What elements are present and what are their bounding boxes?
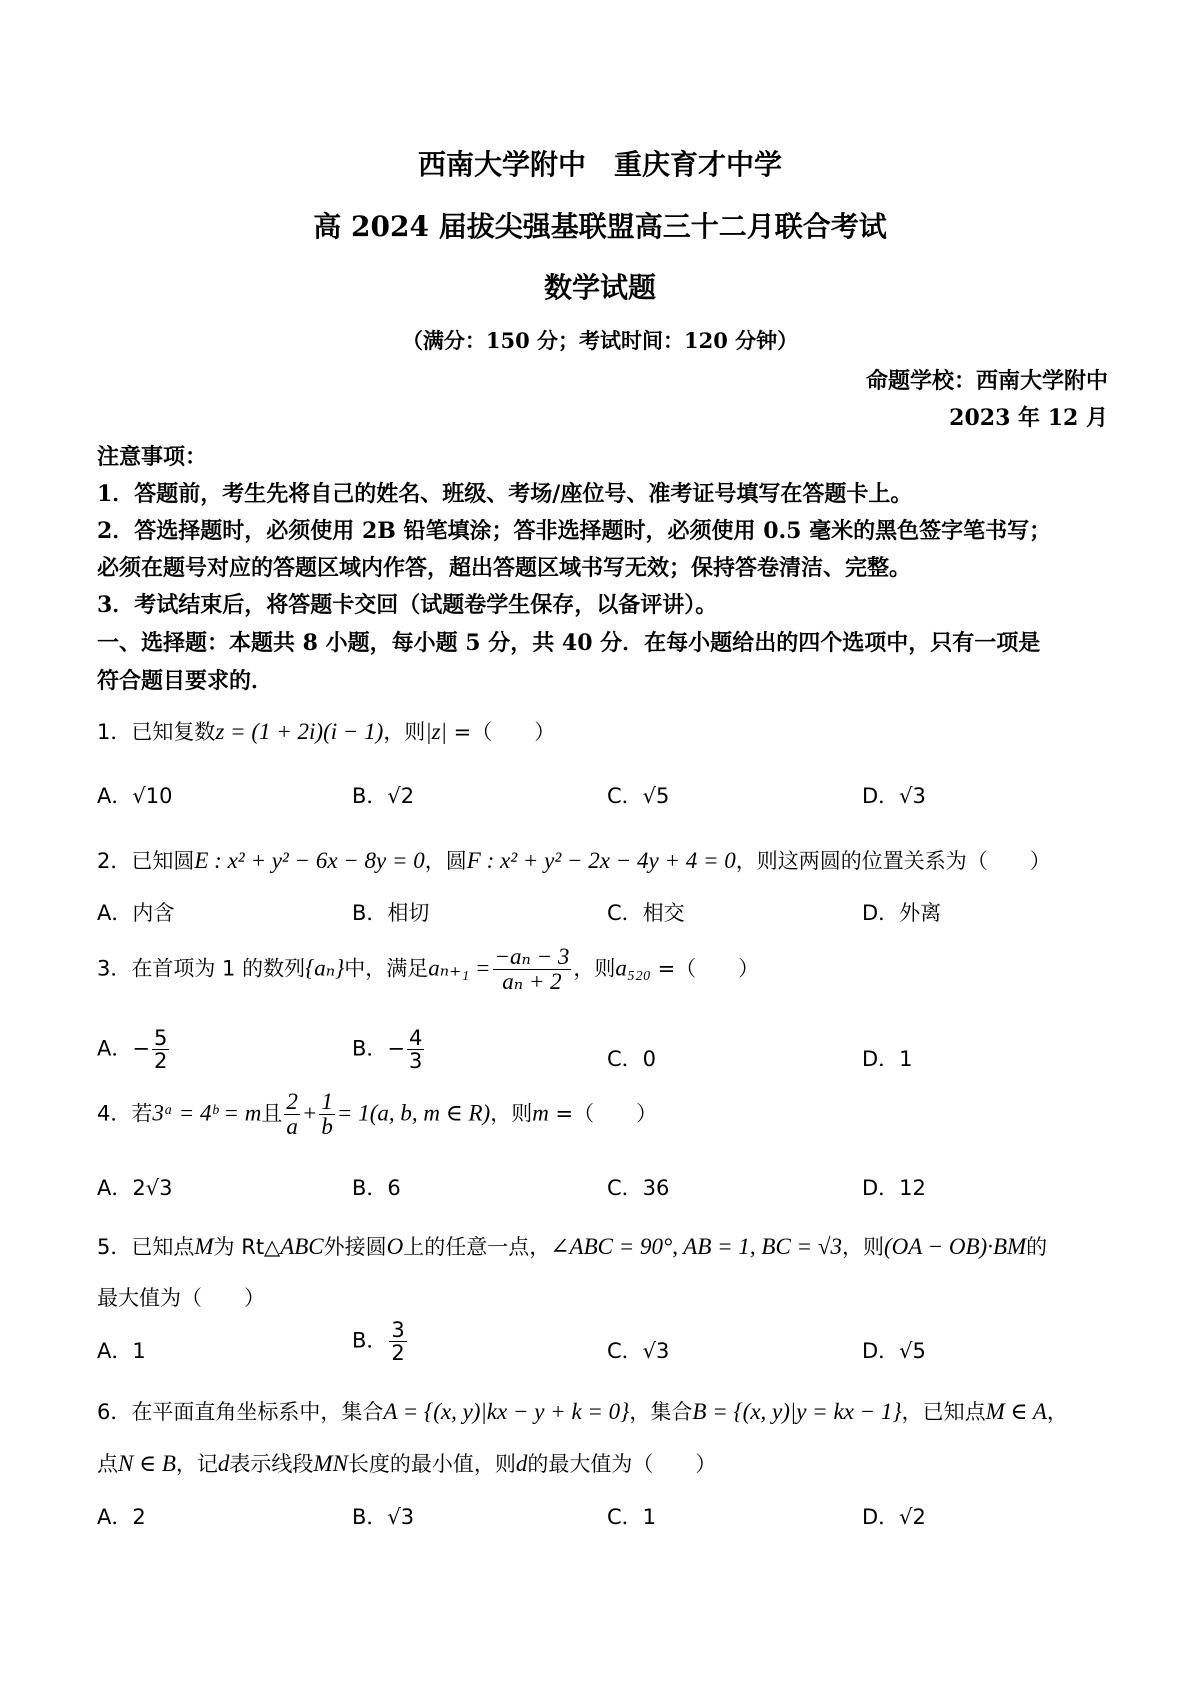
question-6-option-c[interactable]: C．1	[607, 1505, 657, 1529]
question-1-option-a[interactable]: A．√10	[97, 784, 173, 808]
notes-title: 注意事项：	[97, 444, 208, 470]
question-5-option-a[interactable]: A．1	[97, 1339, 146, 1363]
exam-title: 高 2024 届拔尖强基联盟高三十二月联合考试	[313, 210, 887, 243]
school-names: 西南大学附中 重庆育才中学	[417, 148, 782, 181]
question-3-option-b[interactable]: B．− $\frac{4}{3}$	[352, 1026, 423, 1074]
question-1-option-b[interactable]: B．√2	[352, 784, 415, 808]
score-and-time: （满分：150 分；考试时间：120 分钟）	[401, 328, 799, 353]
question-3-option-c[interactable]: C．0	[607, 1047, 657, 1071]
subject-title: 数学试题	[543, 271, 656, 304]
question-2-stem: 2．已知圆E : x² + y² − 6x − 8y = 0，圆F : x² + y² − 2x − 4y + 4 = 0，则这两圆的位置关系为（ ）	[97, 848, 1051, 873]
note-item: 2．答选择题时，必须使用 2B 铅笔填涂；答非选择题时，必须使用 0.5 毫米的黑色签字笔书写；	[97, 518, 1052, 544]
note-item: 3．考试结束后，将答题卡交回（试题卷学生保存，以备评讲）。	[97, 592, 718, 618]
question-4-option-b[interactable]: B．6	[352, 1176, 401, 1200]
question-1-option-c[interactable]: C．√5	[607, 784, 670, 808]
question-5-option-d[interactable]: D．√5	[862, 1339, 926, 1363]
question-3-option-a[interactable]: A．− $\frac{5}{2}$	[97, 1026, 168, 1074]
question-4-option-a[interactable]: A．2√3	[97, 1176, 173, 1200]
question-4-option-d[interactable]: D．12	[862, 1176, 926, 1200]
question-5-option-b[interactable]: B． $\frac{3}{2}$	[352, 1318, 405, 1366]
question-6-option-a[interactable]: A．2	[97, 1505, 146, 1529]
question-2-option-d[interactable]: D．外离	[862, 901, 942, 925]
question-4-option-c[interactable]: C．36	[607, 1176, 670, 1200]
question-6-option-d[interactable]: D．√2	[862, 1505, 926, 1529]
question-4-stem: 4．若3ᵃ = 4ᵇ = m且 $\frac{2}{a}$ + $\frac{1}{b}$ = 1(a, b, m ∈ R)，则m =（ ）	[97, 1089, 658, 1140]
section-heading-cont: 符合题目要求的．	[97, 668, 274, 694]
question-1-option-d[interactable]: D．√3	[862, 784, 926, 808]
section-heading: 一、选择题：本题共 8 小题，每小题 5 分，共 40 分．在每小题给出的四个选项中，只有一项是	[97, 630, 1041, 656]
question-3-option-d[interactable]: D．1	[862, 1047, 913, 1071]
setter-school: 命题学校：西南大学附中	[865, 368, 1108, 394]
question-5-stem: 5．已知点M为 Rt△ABC外接圆O上的任意一点，∠ABC = 90°, AB = 1, BC = √3，则(OA − OB)·BM的	[97, 1234, 1048, 1259]
question-1-stem: 1．已知复数z = (1 + 2i)(i − 1)，则|z| =（ ）	[97, 719, 556, 744]
question-6-option-b[interactable]: B．√3	[352, 1505, 415, 1529]
question-6-stem-cont: 点N ∈ B，记d表示线段MN长度的最小值，则d的最大值为（ ）	[97, 1451, 717, 1476]
question-5-stem-cont: 最大值为（ ）	[97, 1286, 265, 1310]
question-2-option-b[interactable]: B．相切	[352, 901, 430, 925]
question-5-option-c[interactable]: C．√3	[607, 1339, 670, 1363]
question-3-stem: 3．在首项为 1 的数列{aₙ}中，满足aₙ₊₁ = $\frac{\text{−aₙ − 3}}{\text{aₙ + 2}}$ ，则a₅₂₀ =（ ）	[97, 944, 760, 995]
question-2-option-c[interactable]: C．相交	[607, 901, 685, 925]
exam-date: 2023 年 12 月	[949, 405, 1108, 431]
recurrence-fraction: $\frac{\text{−aₙ − 3}}{\text{aₙ + 2}}$	[494, 944, 570, 995]
question-2-option-a[interactable]: A．内含	[97, 901, 175, 925]
note-item: 1．答题前，考生先将自己的姓名、班级、考场/座位号、准考证号填写在答题卡上。	[97, 481, 913, 507]
note-item: 必须在题号对应的答题区域内作答，超出答题区域书写无效；保持答卷清洁、完整。	[97, 555, 912, 581]
question-6-stem: 6．在平面直角坐标系中，集合A = {(x, y)|kx − y + k = 0}，集合B = {(x, y)|y = kx − 1}，已知点M ∈ A，	[97, 1399, 1068, 1424]
